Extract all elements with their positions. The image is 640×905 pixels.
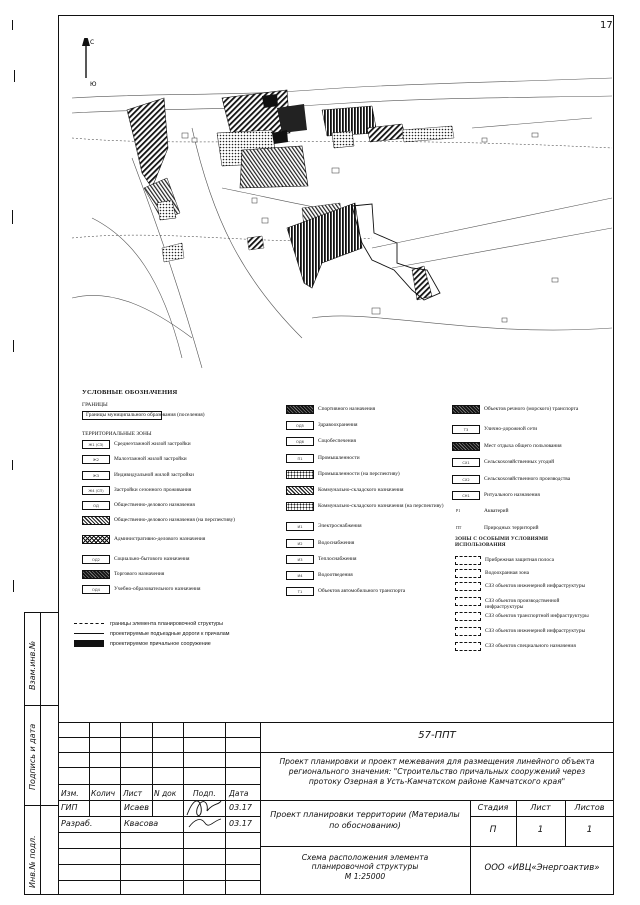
legend-label: Объектов автомобильного транспорта <box>318 588 406 595</box>
legend-label: Сельскохозяйственных угодий <box>484 459 555 466</box>
organization-name: ООО «ИВЦ«Энергоактив» <box>484 863 600 873</box>
legend-code: Р1 <box>456 508 461 514</box>
legend-label: Общественно-делового назначения <box>114 502 195 508</box>
zone-swatch <box>455 597 481 606</box>
legend-swatch <box>82 570 110 579</box>
legend-heading: ТЕРРИТОРИАЛЬНЫЕ ЗОНЫ <box>82 431 152 438</box>
legend-swatch: Т1 <box>286 587 314 596</box>
legend-label: Учебно-образовательного назначения <box>114 586 201 592</box>
legend-swatch: Ж3 <box>82 471 110 480</box>
legend-swatch <box>286 470 314 479</box>
gip-date: 03.17 <box>229 803 252 812</box>
sheet-value: 1 <box>537 825 544 835</box>
dev-name: Квасова <box>124 819 159 828</box>
line-symbol <box>74 640 104 647</box>
line-label: проектируемые подъездные дороги к причалам <box>110 631 230 637</box>
legend-heading: ГРАНИЦЫ <box>82 402 108 408</box>
legend-label: Природных территорий <box>484 524 539 531</box>
legend-swatch: Ж1 (СЗ) <box>82 440 110 449</box>
legend-label: Сельскохозяйственного производства <box>484 475 571 482</box>
stage-label: Стадия <box>477 803 509 812</box>
zone-swatch <box>455 642 481 651</box>
zone-swatch <box>455 582 481 591</box>
sheet-label: Лист <box>530 803 551 812</box>
north-label: С <box>90 39 95 46</box>
map-drawing <box>72 38 612 376</box>
legend-label: Коммунально-складского назначения <box>318 487 404 493</box>
legend-label: Теплоснабжения <box>318 555 357 562</box>
binding-marks <box>10 20 18 620</box>
legend-swatch: ОД6 <box>286 437 314 446</box>
legend-swatch: СХ2 <box>452 475 480 484</box>
zone-label: СЗЗ объектов инженерной инфраструктуры <box>485 628 586 634</box>
legend-label: Административно-делового назначения <box>114 536 206 543</box>
gip-name: Исаев <box>124 803 149 812</box>
legend-label: Электроснабжения <box>318 523 362 530</box>
south-label: Ю <box>90 81 97 88</box>
zone-label: СЗЗ объектов транспортной инфраструктуры <box>485 613 589 619</box>
header-kol: Колич <box>91 789 116 798</box>
header-doc: N док <box>154 789 177 798</box>
legend-title: УСЛОВНЫЕ ОБОЗНАЧЕНИЯ <box>82 389 178 396</box>
zones-title: ЗОНЫ С ОСОБЫМИ УСЛОВИЯМИ ИСПОЛЬЗОВАНИЯ <box>455 536 549 549</box>
legend-label: Торгового назначения <box>114 570 165 577</box>
legend-label: Промышленности <box>318 454 360 461</box>
header-list: Лист <box>123 789 143 798</box>
legend-swatch: ОД4 <box>82 585 110 594</box>
legend-label: Здравоохранения <box>318 422 358 429</box>
legend-swatch: И2 <box>286 539 314 548</box>
header-date: Дата <box>229 789 249 798</box>
legend-swatch: И3 <box>286 555 314 564</box>
legend-label: Водоотведения <box>318 572 353 578</box>
legend-label: Соцобеспечения <box>318 438 356 445</box>
legend-label: Объектов речного (морского) транспорта <box>484 406 579 412</box>
zone-label: СЗЗ объектов инженерной инфраструктуры <box>485 583 586 589</box>
zone-label: Прибрежная защитная полоса <box>485 557 555 563</box>
site-map <box>72 38 612 376</box>
legend-label: Мест отдыха общего пользования <box>484 442 562 449</box>
sign-date-label: Подпись и дата <box>28 723 37 790</box>
document-title: Проект планировки территории (Материалы по обоснованию) <box>270 810 460 830</box>
header-izm: Изм. <box>61 789 79 798</box>
line-label: границы элемента планировочной структуры <box>110 621 224 627</box>
signature-gip <box>183 793 225 833</box>
legend-label: Малоэтажной жилой застройки <box>114 456 187 463</box>
gip-role: ГИП <box>61 803 78 812</box>
legend-label: Коммунально-складского назначения (на перспективу) <box>318 503 444 510</box>
zone-label: СЗЗ объектов производственной инфраструктуры <box>485 598 560 611</box>
page-number: 17 <box>600 20 613 31</box>
legend-swatch: И1 <box>286 522 314 531</box>
zone-swatch <box>455 556 481 565</box>
legend-swatch: СН1 <box>452 491 480 500</box>
north-arrow-icon <box>82 38 90 78</box>
project-title: Проект планировки и проект межевания для размещения линейного объекта регионального значения: "Строительство причальных сооружений через протоку Озерная в Усть-Камчатском районе Камчатского края" <box>279 757 595 786</box>
header-sign: Подп. <box>193 789 216 798</box>
zone-swatch <box>455 627 481 636</box>
line-symbol <box>74 623 104 624</box>
legend-swatch: Ж2 <box>82 455 110 464</box>
zone-swatch <box>455 612 481 621</box>
legend-swatch <box>452 405 480 414</box>
legend-label: Застройки сезонного проживания <box>114 486 192 493</box>
legend-label: Промышленности (на перспективу) <box>318 470 400 477</box>
sheets-value: 1 <box>586 825 593 835</box>
legend-label: Индивидуальной жилой застройки <box>114 471 194 478</box>
legend-swatch <box>82 516 110 525</box>
legend-swatch: Т3 <box>452 425 480 434</box>
legend-label: Среднеэтажной жилой застройки <box>114 441 191 448</box>
line-symbol <box>74 633 104 634</box>
legend-label: Спортивного назначения <box>318 406 376 412</box>
zone-blocks <box>127 90 454 300</box>
legend-label: Общественно-делового назначения (на перспективу) <box>114 517 235 524</box>
legend-label: Улично-дорожной сети <box>484 426 538 433</box>
zone-label: СЗЗ объектов специального назначения <box>485 643 576 649</box>
legend-swatch: Ж4 (СП) <box>82 486 110 495</box>
legend-swatch: ОД <box>82 501 110 510</box>
legend-swatch: ОД2 <box>82 555 110 564</box>
legend-swatch: П1 <box>286 454 314 463</box>
zone-label: Водоохранная зона <box>485 570 529 576</box>
legend-label: Социально-бытового назначения <box>114 555 190 562</box>
legend-swatch <box>286 502 314 511</box>
dev-role: Разраб. <box>61 819 93 828</box>
legend-label: Акватерий <box>484 508 509 515</box>
sheets-label: Листов <box>574 803 605 812</box>
legend-swatch <box>452 442 480 451</box>
dev-date: 03.17 <box>229 819 252 828</box>
legend-swatch: СХ1 <box>452 458 480 467</box>
zone-swatch <box>455 569 481 578</box>
document-code: 57-ППТ <box>418 730 456 741</box>
inv-orig-label: Инв.№ подл. <box>28 835 37 888</box>
legend-label: Водоснабжения <box>318 539 355 546</box>
drawing-title: Схема расположения элемента планировочной структуры <box>301 853 429 871</box>
legend-swatch <box>286 405 314 414</box>
line-label: проектируемое причальное сооружение <box>110 641 211 647</box>
stage-value: П <box>489 825 497 835</box>
legend-swatch: И4 <box>286 571 314 580</box>
inv-replace-label: Взам.инв.№ <box>28 640 37 690</box>
legend-swatch <box>82 535 110 544</box>
legend-code: ПТ <box>456 524 462 530</box>
legend-swatch: ОД5 <box>286 421 314 430</box>
legend-label: Границы муниципального образования (поселения) <box>86 412 205 418</box>
drawing-scale: М 1:25000 <box>344 872 386 881</box>
legend-swatch <box>286 486 314 495</box>
legend-label: Ритуального назначения <box>484 492 540 498</box>
